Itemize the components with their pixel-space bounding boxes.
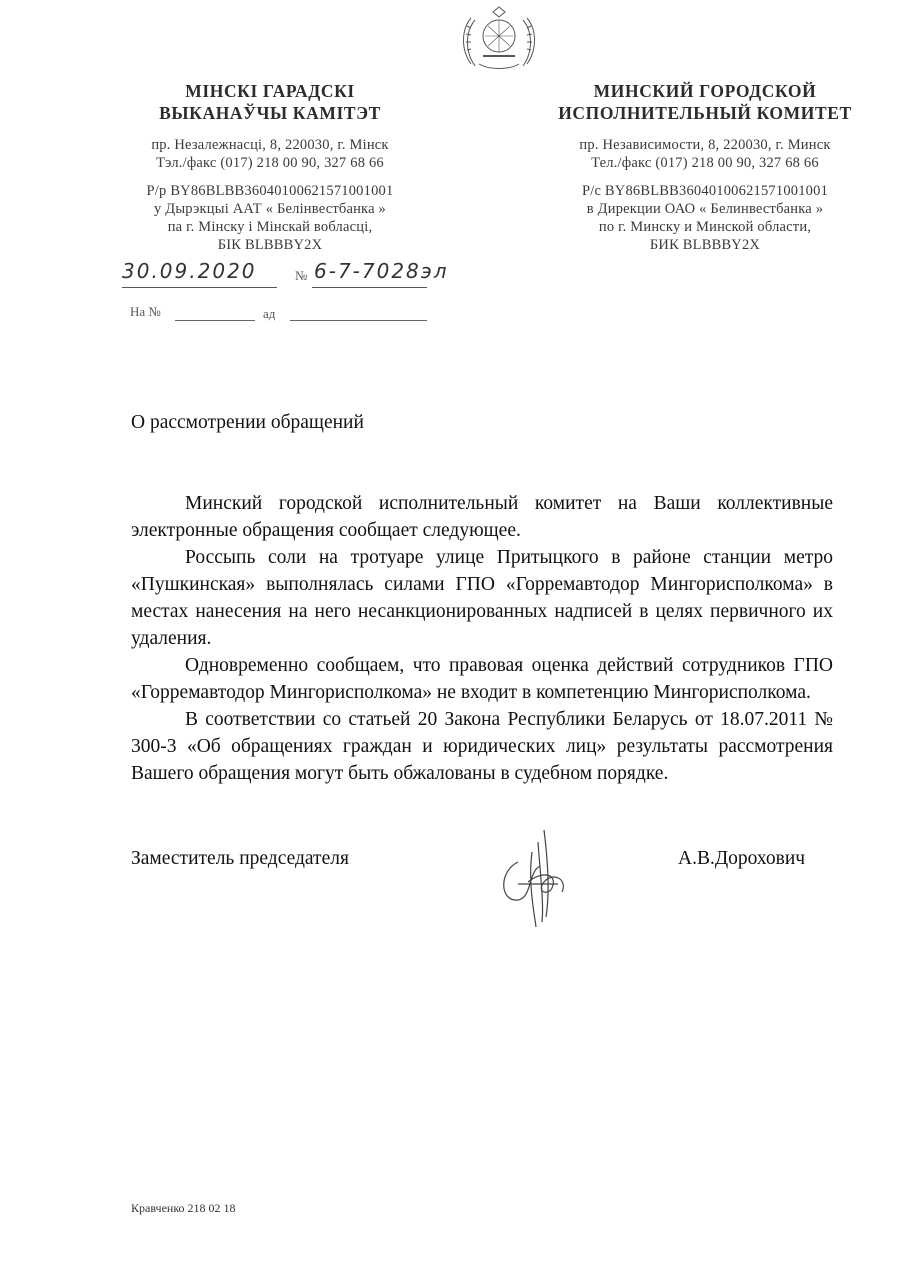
bank-line2-russian: по г. Минску и Минской области,: [598, 219, 812, 235]
reference-date-line: [290, 320, 427, 321]
org-name-belarusian-line2: ВЫКАНАЎЧЫ КАМІТЭТ: [159, 103, 381, 123]
date-underline: [122, 287, 277, 288]
header-right: [530, 80, 880, 254]
account-russian: Р/с BY86BLBB36040100621571001001: [581, 183, 829, 199]
address-belarusian: пр. Незалежнасці, 8, 220030, г. Мінск: [151, 137, 389, 153]
registration-number: 6-7-7028эл: [314, 259, 449, 283]
reference-date-label: ад: [263, 306, 276, 321]
bic-russian: БИК BLBBBY2X: [649, 237, 761, 253]
bank-line1-belarusian: у Дырэкцыі ААТ « Белінвестбанка »: [154, 201, 386, 217]
letter-subject: О рассмотрении обращений: [131, 412, 364, 433]
phone-belarusian: Тэл./факс (017) 218 00 90, 327 68 66: [156, 155, 384, 171]
header-left: [105, 80, 435, 254]
signer-name: А.В.Дорохович: [678, 848, 806, 869]
paragraph: В соответствии со статьей 20 Закона Республики Беларусь от 18.07.2011 № 300-3 «Об обращениях граждан и юридических лиц» результаты рассмотрения Вашего обращения могут быть обжалованы в судебном порядке.: [131, 709, 833, 784]
bank-line2-belarusian: па г. Мінску і Мінскай вобласці,: [167, 219, 373, 235]
reference-label: На №: [130, 304, 161, 319]
org-name-russian-line1: МИНСКИЙ ГОРОДСКОЙ: [593, 81, 817, 101]
number-underline: [312, 287, 427, 288]
phone-russian: Тел./факс (017) 218 00 90, 327 68 66: [591, 155, 819, 171]
executor-note: Кравченко 218 02 18: [131, 1201, 236, 1215]
paragraph: Минский городской исполнительный комитет на Ваши коллективные электронные обращения сообщает следующее.: [131, 493, 833, 541]
handwritten-signature: [488, 822, 583, 932]
number-sign: №: [295, 268, 308, 283]
bic-belarusian: БІК BLBBBY2X: [217, 237, 323, 253]
bank-line1-russian: в Дирекции ОАО « Белинвестбанка »: [586, 201, 824, 217]
state-emblem-icon: [457, 6, 541, 74]
org-name-belarusian-line1: МІНСКІ ГАРАДСКІ: [185, 81, 355, 101]
paragraph: Россыпь соли на тротуаре улице Притыцкого в районе станции метро «Пушкинская» выполнялась силами ГПО «Горремавтодор Мингорисполкома» в местах нанесения на него несанкционированных надписей в целях первичного их удаления.: [131, 547, 833, 649]
registration-date: 30.09.2020: [122, 259, 257, 283]
reference-number-line: [175, 320, 255, 321]
account-belarusian: Р/р BY86BLBB36040100621571001001: [146, 183, 394, 199]
paragraph: Одновременно сообщаем, что правовая оценка действий сотрудников ГПО «Горремавтодор Мингорисполкома» не входит в компетенцию Мингорисполкома.: [131, 655, 833, 703]
letter-body: [131, 490, 833, 787]
org-name-russian-line2: ИСПОЛНИТЕЛЬНЫЙ КОМИТЕТ: [558, 103, 852, 123]
address-russian: пр. Независимости, 8, 220030, г. Минск: [579, 137, 831, 153]
signer-title: Заместитель председателя: [131, 848, 349, 869]
